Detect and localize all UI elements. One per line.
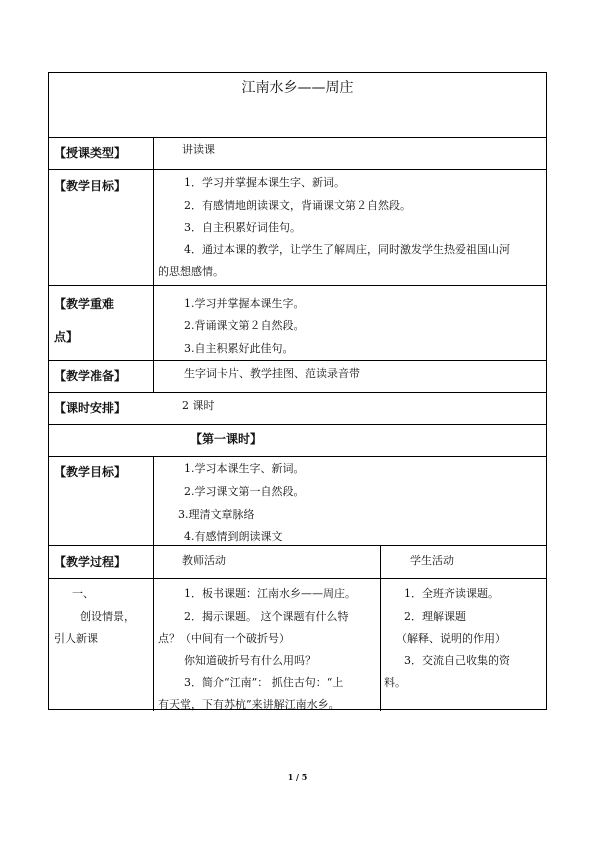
row-divider: [49, 360, 546, 361]
column-divider: [380, 545, 381, 711]
label-teaching-process: 【教学过程】: [54, 555, 127, 569]
lesson-goal-line: 3.理清文章脉络: [178, 508, 255, 521]
teaching-goal-line: 2．有感情地朗读课文，背诵课文第２自然段。: [184, 199, 411, 212]
teacher-activity-line: 3．简介“江南”： 抓住古句：“上: [184, 676, 344, 689]
document-title: 江南水乡——周庄: [241, 80, 354, 96]
step-label-line: 引人新课: [54, 632, 98, 645]
lesson-goal-line: 4.有感情到朗读课文: [184, 530, 283, 543]
teacher-activity-header: 教师活动: [182, 554, 226, 567]
label-lesson-type: 【授课类型】: [54, 146, 127, 160]
label-schedule: 【课时安排】: [54, 401, 127, 415]
column-divider: [153, 137, 154, 392]
schedule-value: 2 课时: [182, 399, 215, 412]
label-key-points: 【教学重难: [54, 297, 115, 311]
step-label-line: 创设情景，: [80, 610, 135, 623]
student-activity-line: （解释、说明的作用）: [396, 632, 506, 645]
student-activity-line: 1．全班齐读课题。: [404, 587, 499, 600]
student-activity-line: 3．交流自己收集的资: [404, 654, 510, 667]
lesson-goal-line: 1.学习本课生字、新词。: [184, 462, 305, 475]
teacher-activity-line: 1．板书课题：江南水乡——周庄。: [184, 587, 356, 600]
teaching-goal-line: 的思想感情。: [158, 265, 224, 278]
teacher-activity-line: 有天堂，下有苏杭”来讲解江南水乡。: [158, 698, 340, 711]
teaching-goal-line: 4．通过本课的教学，让学生了解周庄，同时激发学生热爱祖国山河: [184, 243, 510, 256]
label-teaching-goals: 【教学目标】: [54, 179, 127, 193]
row-divider: [49, 545, 546, 546]
row-divider: [49, 169, 546, 170]
row-divider: [49, 137, 546, 138]
label-preparation: 【教学准备】: [54, 369, 127, 383]
preparation-value: 生字词卡片、教学挂图、范读录音带: [184, 367, 360, 380]
teaching-goal-line: 1．学习并掌握本课生字、新词。: [184, 176, 345, 189]
row-divider: [49, 392, 546, 393]
student-activity-header: 学生活动: [410, 554, 454, 567]
row-divider: [49, 578, 546, 579]
column-divider: [153, 456, 154, 711]
teaching-goal-line: 3．自主积累好词佳句。: [184, 221, 301, 234]
step-label-line: 一、: [72, 587, 94, 600]
lesson-heading: 【第一课时】: [190, 432, 263, 446]
key-point-line: 2.背诵课文第２自然段。: [184, 319, 305, 332]
row-divider: [49, 456, 546, 457]
student-activity-line: 2．理解课题: [404, 610, 466, 623]
teacher-activity-line: 你知道破折号有什么用吗？: [184, 654, 316, 667]
row-divider: [49, 424, 546, 425]
student-activity-line: 料。: [384, 676, 406, 689]
key-point-line: 3.自主积累好此佳句。: [184, 342, 294, 355]
key-point-line: 1.学习并掌握本课生字。: [184, 297, 305, 310]
label-lesson-goals: 【教学目标】: [54, 465, 127, 479]
label-key-points: 点】: [54, 330, 79, 344]
lesson-goal-line: 2.学习课文第一自然段。: [184, 485, 305, 498]
teacher-activity-line: 2．揭示课题。 这个课题有什么特: [184, 610, 349, 623]
lesson-type-value: 讲读课: [182, 143, 215, 156]
row-divider: [49, 285, 546, 286]
teacher-activity-line: 点？（中间有一个破折号）: [158, 632, 290, 645]
page-number: 1 / 5: [287, 772, 308, 782]
